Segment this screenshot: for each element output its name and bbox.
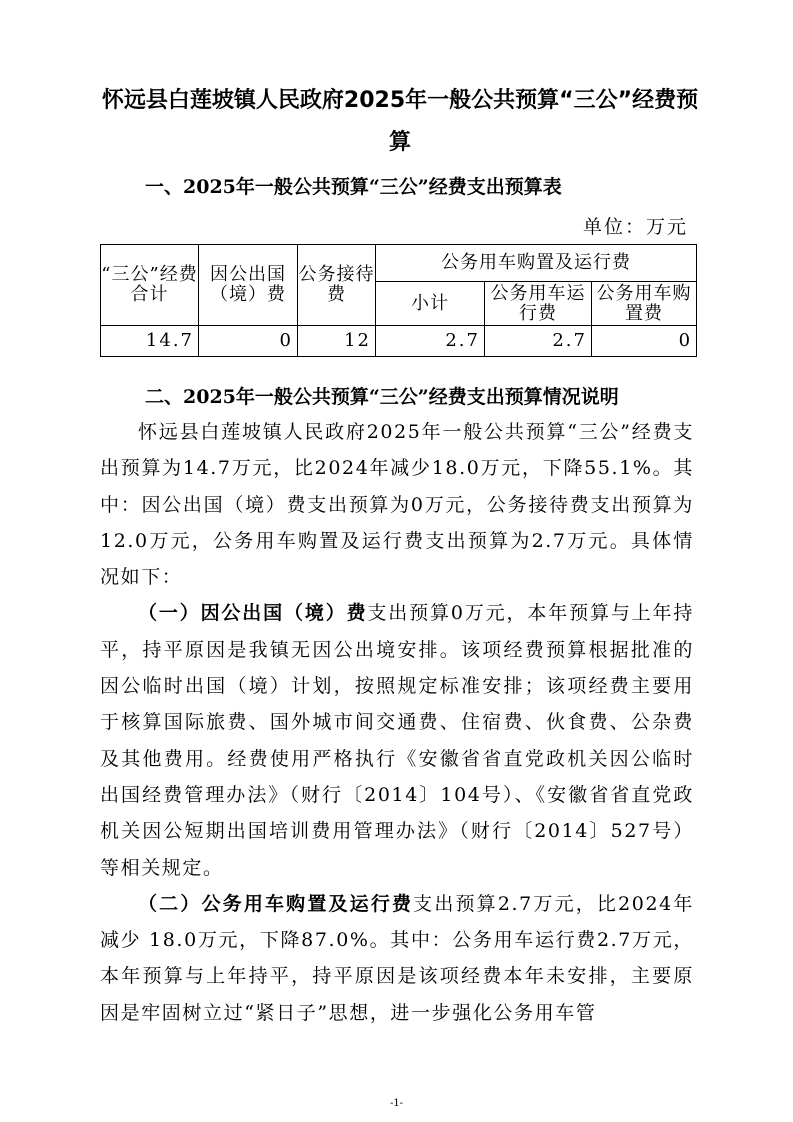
header-subtotal: 小计 (376, 282, 485, 326)
cell-vehicle-purchase: 0 (592, 326, 697, 357)
header-total: “三公”经费合计 (101, 245, 199, 326)
header-vehicle-purchase: 公务用车购置费 (592, 282, 697, 326)
section-2-heading: 二、2025年一般公共预算“三公”经费支出预算情况说明 (145, 386, 619, 408)
paragraph-vehicle-text: 支出预算2.7万元，比2024年减少 18.0万元，下降87.0%。其中：公务用车运行费2.7万元，本年预算与上年持平，持平原因是该项经费本年未安排，主要原因是牢固树立过“紧日子”思想，进一步强化公务用车管 (100, 892, 695, 1024)
paragraph-vehicle-heading: （二）公务用车购置及运行费 (138, 892, 414, 915)
cell-vehicle-operation: 2.7 (485, 326, 592, 357)
header-vehicle-operation: 公务用车运行费 (485, 282, 592, 326)
document-title (100, 80, 700, 164)
section-1-heading: 一、2025年一般公共预算“三公”经费支出预算表 (145, 176, 562, 198)
title-line-2: 算 (388, 130, 411, 155)
header-abroad: 因公出国（境）费 (199, 245, 298, 326)
paragraph-summary: 怀远县白莲坡镇人民政府2025年一般公共预算“三公”经费支出预算为14.7万元，比2024年减少18.0万元，下降55.1%。其中：因公出国（境）费支出预算为0万元，公务接待费支出预算为12.0万元，公务用车购置及运行费支出预算为2.7万元。具体情况如下： (100, 421, 694, 589)
explanation-body (100, 414, 694, 1031)
paragraph-vehicle (100, 886, 694, 1031)
table-header-row (101, 245, 697, 282)
cell-reception: 12 (298, 326, 376, 357)
cell-abroad: 0 (199, 326, 298, 357)
unit-label: 单位：万元 (582, 216, 688, 238)
page-number: -1- (389, 1098, 404, 1109)
cell-subtotal: 2.7 (376, 326, 485, 357)
budget-table (100, 244, 697, 357)
cell-total: 14.7 (101, 326, 199, 357)
title-line-1: 怀远县白莲坡镇人民政府2025年一般公共预算“三公”经费预 (101, 88, 699, 113)
paragraph-abroad-text: 支出预算0万元，本年预算与上年持平，持平原因是我镇无因公出境安排。该项经费预算根据批准的因公临时出国（境）计划，按照规定标准安排；该项经费主要用于核算国际旅费、国外城市间交通费、住宿费、伙食费、公杂费及其他费用。经费使用严格执行《安徽省省直党政机关因公临时出国经费管理办法》（财行〔2014〕104号）、《安徽省省直党政机关因公短期出国培训费用管理办法》（财行〔2014〕527号）等相关规定。 (100, 602, 694, 879)
header-vehicle-group: 公务用车购置及运行费 (376, 245, 697, 282)
header-reception: 公务接待费 (298, 245, 376, 326)
paragraph-abroad-heading: （一）因公出国（境）费 (138, 602, 368, 625)
table-row (101, 326, 697, 357)
paragraph-abroad (100, 595, 694, 885)
